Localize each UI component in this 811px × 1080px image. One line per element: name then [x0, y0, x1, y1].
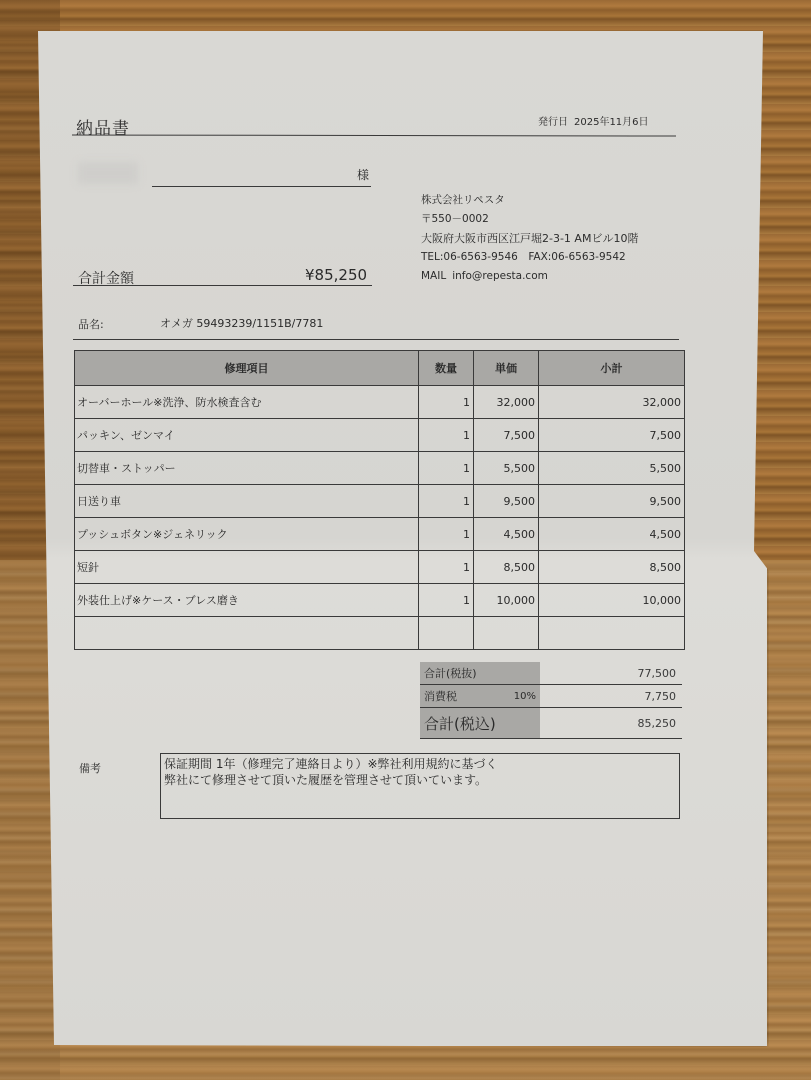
- total-amount-line: [73, 285, 372, 286]
- item-subtotal: [539, 617, 685, 650]
- header-quantity: 数量: [419, 351, 474, 386]
- issue-date-label: 発行日: [538, 117, 568, 128]
- item-name: 日送り車: [75, 485, 419, 518]
- item-name: 外装仕上げ※ケース・ブレス磨き: [75, 584, 419, 617]
- company-name: 株式会社リペスタ: [421, 194, 505, 206]
- item-subtotal: 8,500: [539, 551, 685, 584]
- table-header-row: [75, 351, 685, 386]
- item-subtotal: 5,500: [539, 452, 685, 485]
- header-subtotal: 小計: [539, 351, 685, 386]
- mail-address: info@repesta.com: [452, 270, 548, 282]
- redacted-customer-name: [78, 162, 138, 184]
- repair-items-table: [74, 350, 685, 650]
- issue-date-value: 2025年11月6日: [574, 117, 649, 128]
- customer-name-line: [152, 186, 371, 187]
- item-qty: 1: [419, 485, 474, 518]
- table-row: [75, 452, 685, 485]
- tax-rate: 10%: [513, 690, 536, 702]
- item-unit-price: 9,500: [474, 485, 539, 518]
- item-qty: 1: [419, 419, 474, 452]
- item-qty: 1: [419, 551, 474, 584]
- item-subtotal: 7,500: [539, 419, 685, 452]
- item-qty: 1: [419, 386, 474, 419]
- item-unit-price: 7,500: [474, 419, 539, 452]
- item-name: オーバーホール※洗浄、防水検査含む: [75, 386, 419, 419]
- item-subtotal: 32,000: [539, 386, 685, 419]
- subtotal-label: 合計(税抜): [424, 667, 477, 680]
- table-row: [75, 485, 685, 518]
- item-qty: 1: [419, 452, 474, 485]
- item-name: パッキン、ゼンマイ: [75, 419, 419, 452]
- remarks-line-1: 保証期間 1年（修理完了連絡日より）※弊社利用規約に基づく: [164, 757, 498, 771]
- table-row: [75, 584, 685, 617]
- total-amount-label: 合計金額: [78, 271, 134, 287]
- total-row: [420, 708, 682, 739]
- item-unit-price: 5,500: [474, 452, 539, 485]
- company-address: 大阪府大阪市西区江戸堀2-3-1 AMビル10階: [421, 232, 639, 245]
- header-repair-item: 修理項目: [75, 351, 419, 386]
- company-mail: [421, 267, 638, 286]
- item-subtotal: 4,500: [539, 518, 685, 551]
- tax-label: 消費税: [424, 690, 457, 703]
- product-divider: [73, 339, 679, 340]
- table-row: [75, 386, 685, 419]
- mail-label: MAIL: [421, 270, 447, 282]
- item-subtotal: 10,000: [539, 584, 685, 617]
- remarks-box: [160, 753, 680, 819]
- summary-block: [420, 662, 682, 739]
- item-name: 切替車・ストッパー: [75, 452, 419, 485]
- table-row: [75, 518, 685, 551]
- item-subtotal: 9,500: [539, 485, 685, 518]
- company-info: [421, 191, 638, 286]
- item-name: 短針: [75, 551, 419, 584]
- item-qty: 1: [419, 584, 474, 617]
- item-qty: [419, 617, 474, 650]
- honorific: 様: [357, 168, 370, 182]
- company-tel-fax: TEL:06-6563-9546 FAX:06-6563-9542: [421, 251, 626, 263]
- remarks-label: 備考: [79, 762, 101, 775]
- document-title: 納品書: [76, 119, 130, 139]
- remarks-line-2: 弊社にて修理させて頂いた履歴を管理させて頂いています。: [164, 773, 488, 787]
- header-unit-price: 単価: [474, 351, 539, 386]
- subtotal-row: [420, 662, 682, 685]
- item-unit-price: 8,500: [474, 551, 539, 584]
- item-unit-price: 32,000: [474, 386, 539, 419]
- tax-value: 7,750: [644, 689, 676, 703]
- subtotal-value: 77,500: [637, 666, 676, 680]
- item-name: プッシュボタン※ジェネリック: [75, 518, 419, 551]
- issue-date: [538, 113, 649, 128]
- table-row: [75, 419, 685, 452]
- total-amount-value: ¥85,250: [305, 266, 368, 284]
- total-value: 85,250: [637, 716, 676, 730]
- item-name: [75, 617, 419, 650]
- table-row-empty: [75, 617, 685, 650]
- tax-row: [420, 685, 682, 708]
- item-unit-price: 4,500: [474, 518, 539, 551]
- product-label: 品名:: [78, 318, 104, 331]
- item-unit-price: 10,000: [474, 584, 539, 617]
- table-row: [75, 551, 685, 584]
- item-unit-price: [474, 617, 539, 650]
- product-value: オメガ 59493239/1151B/7781: [160, 317, 324, 330]
- company-postal: 〒550－0002: [421, 213, 489, 225]
- item-qty: 1: [419, 518, 474, 551]
- total-label: 合計(税込): [424, 714, 496, 733]
